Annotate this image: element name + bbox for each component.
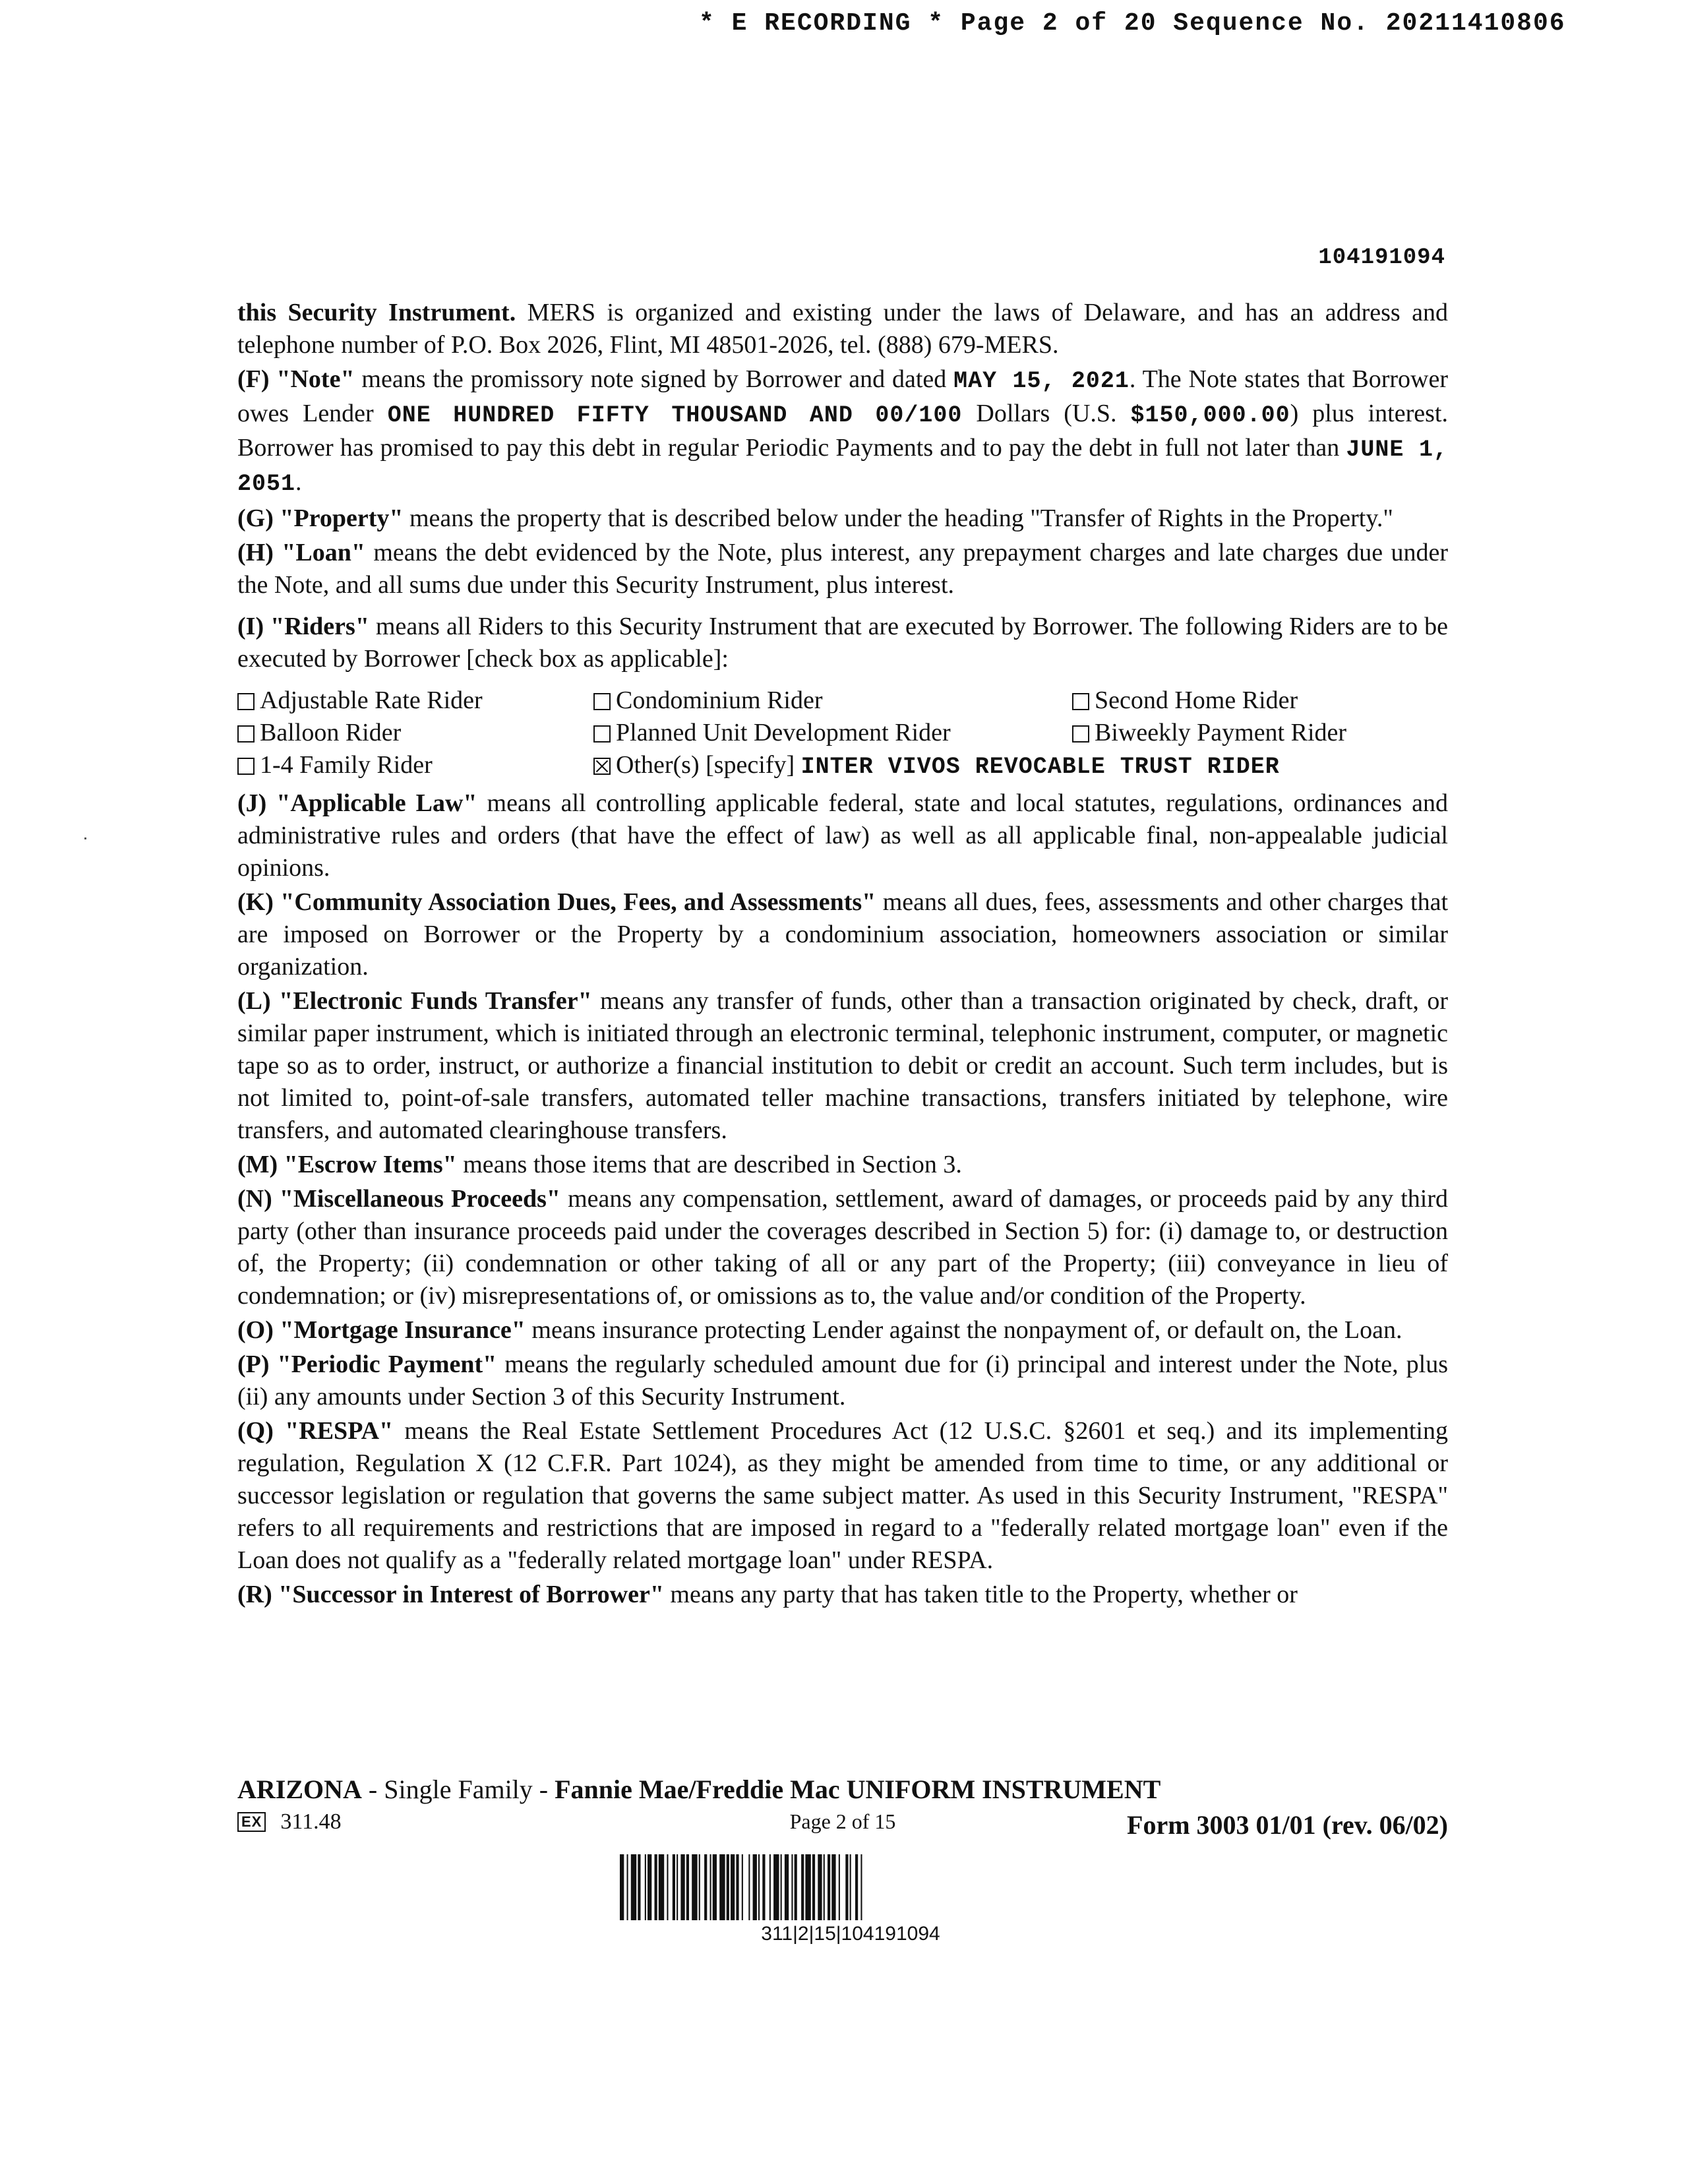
term-label: (I) "Riders" — [237, 613, 369, 640]
rider-other[interactable] — [593, 749, 1448, 783]
maturity-date: JUNE 1, 2051 — [237, 437, 1448, 497]
paragraph-text: means those items that are described in Section 3. — [456, 1151, 962, 1178]
rider-adjustable-rate[interactable] — [237, 684, 593, 717]
term-label: (H) "Loan" — [237, 539, 365, 566]
footer-instrument: Fannie Mae/Freddie Mac UNIFORM INSTRUMENT — [555, 1774, 1161, 1804]
footer-title — [237, 1774, 1448, 1805]
barcode-bar — [699, 1854, 700, 1920]
barcode-bar — [805, 1854, 810, 1920]
rider-1-4-family[interactable] — [237, 749, 593, 783]
barcode-bar — [713, 1854, 717, 1920]
barcode-bar — [818, 1854, 822, 1920]
barcode-bar — [620, 1854, 624, 1920]
note-date: MAY 15, 2021 — [953, 368, 1130, 394]
checkbox-unchecked-icon[interactable] — [593, 725, 611, 743]
rider-biweekly-payment[interactable] — [1072, 717, 1448, 749]
barcode-bar — [704, 1854, 707, 1920]
rider-label: Other(s) [specify] — [616, 751, 795, 779]
barcode-bar — [791, 1854, 793, 1920]
barcode-bar — [673, 1854, 675, 1920]
checkbox-unchecked-icon[interactable] — [237, 758, 255, 775]
barcode-bar — [748, 1854, 750, 1920]
rider-planned-unit-development[interactable] — [593, 717, 1072, 749]
paragraph-text: . — [295, 468, 302, 496]
paragraph-j-applicable-law — [237, 787, 1448, 884]
rider-second-home[interactable] — [1072, 684, 1448, 717]
barcode-bar — [855, 1854, 858, 1920]
paragraph-text: means all Riders to this Security Instrument that are executed by Borrower. The following Riders are to be executed by Borrower [check box as applicable]: — [237, 613, 1448, 673]
barcode-bar — [655, 1854, 657, 1920]
term-label: (J) "Applicable Law" — [237, 789, 477, 817]
paragraph-e-continued — [237, 297, 1448, 361]
footer-row — [237, 1809, 1448, 1842]
barcode-bar — [758, 1854, 760, 1920]
footer-code: 311.48 — [280, 1809, 342, 1834]
rider-label: Second Home Rider — [1095, 686, 1298, 714]
footer-text: - Single Family - — [361, 1774, 555, 1804]
document-number: 104191094 — [1318, 245, 1445, 270]
barcode-bar — [801, 1854, 804, 1920]
footer-code-group — [237, 1809, 342, 1835]
barcode-bar — [831, 1854, 835, 1920]
barcode-bar — [645, 1854, 646, 1920]
barcode-bar — [812, 1854, 815, 1920]
paragraph-text: MERS is organized and existing under the laws of Delaware, and has an address and telephone number of P.O. Box 2026, Flint, MI 48501-2026, tel. (888) 679-MERS. — [237, 299, 1448, 359]
paragraph-text: means the Real Estate Settlement Procedures Act (12 U.S.C. §2601 et seq.) and its implementing regulation, Regulation X (12 C.F.R. Part 1024), as they might be amended from time to time, or any additional or successor legislation or regulation that governs the same subject matter. As used in this Security Instrument, "RESPA" refers to all requirements and restrictions that are imposed in regard to a "federally related mortgage loan" even if the Loan does not qualify as a "federally related mortgage loan" under RESPA. — [237, 1417, 1448, 1574]
barcode-icon — [620, 1854, 1081, 1920]
paragraph-q-respa — [237, 1415, 1448, 1577]
page-number: Page 2 of 15 — [789, 1809, 896, 1833]
barcode-bar — [742, 1854, 743, 1920]
barcode-bar — [719, 1854, 725, 1920]
term-label: (L) "Electronic Funds Transfer" — [237, 987, 592, 1015]
riders-checklist — [237, 684, 1448, 783]
rider-label: Planned Unit Development Rider — [616, 719, 951, 746]
paragraph-intro: this Security Instrument. — [237, 299, 516, 326]
paragraph-text: . The Note states that Borrower owes Lender — [237, 365, 1448, 427]
checkbox-unchecked-icon[interactable] — [237, 725, 255, 743]
rider-label: Adjustable Rate Rider — [260, 686, 483, 714]
barcode-bar — [773, 1854, 779, 1920]
term-label: (N) "Miscellaneous Proceeds" — [237, 1185, 561, 1213]
paragraph-text: means the promissory note signed by Borrower and dated — [354, 365, 954, 393]
term-label: (F) "Note" — [237, 365, 355, 393]
rider-label: Biweekly Payment Rider — [1095, 719, 1347, 746]
barcode-bar — [850, 1854, 851, 1920]
term-label: (K) "Community Association Dues, Fees, and Assessments" — [237, 888, 876, 916]
checkbox-unchecked-icon[interactable] — [1072, 725, 1089, 743]
form-number: Form 3003 01/01 (rev. 06/02) — [1127, 1810, 1448, 1840]
loan-amount: $150,000.00 — [1130, 402, 1290, 429]
paragraph-g-property — [237, 502, 1448, 535]
barcode-bar — [860, 1854, 862, 1920]
barcode-bar — [795, 1854, 797, 1920]
barcode-bar — [638, 1854, 640, 1920]
barcode-bar — [785, 1854, 789, 1920]
barcode-bar — [710, 1854, 711, 1920]
paragraph-f-note — [237, 363, 1448, 501]
paragraph-text: means insurance protecting Lender against the nonpayment of, or default on, the Loan. — [525, 1316, 1402, 1344]
paragraph-i-riders — [237, 611, 1448, 675]
rider-label: Balloon Rider — [260, 719, 402, 746]
barcode-bar — [631, 1854, 636, 1920]
paragraph-k-community-dues — [237, 886, 1448, 983]
barcode-bar — [648, 1854, 651, 1920]
term-label: (P) "Periodic Payment" — [237, 1350, 497, 1378]
paragraph-text: means the property that is described below under the heading "Transfer of Rights in the Property." — [403, 504, 1393, 532]
barcode-bar — [828, 1854, 830, 1920]
footer-state: ARIZONA — [237, 1774, 362, 1804]
paragraph-text: ) plus interest. Borrower has promised to pay this debt in regular Periodic Payments and to pay the debt in full not later than — [237, 400, 1448, 462]
loan-amount-words: ONE HUNDRED FIFTY THOUSAND AND 00/100 — [387, 402, 963, 429]
rider-condominium[interactable] — [593, 684, 1072, 717]
paragraph-text: means the debt evidenced by the Note, plus interest, any prepayment charges and late charges due under the Note, and all sums due under this Security Instrument, plus interest. — [237, 539, 1448, 599]
margin-speck — [84, 837, 86, 839]
barcode-bar — [762, 1854, 765, 1920]
checkbox-unchecked-icon[interactable] — [593, 693, 611, 710]
term-label: (Q) "RESPA" — [237, 1417, 394, 1445]
barcode-bar — [659, 1854, 664, 1920]
rider-label: Condominium Rider — [616, 686, 823, 714]
paragraph-h-loan — [237, 537, 1448, 601]
paragraph-text: means any compensation, settlement, award of damages, or proceeds paid by any third party (other than insurance proceeds paid under the coverages described in Section 5) for: (i) damage to, or destruction of, the Property; (ii) condemnation or other taking of all or any part of the Property; (iii) conveyance in lieu of condemnation; or (iv) misrepresentations of, or omissions as to, the value and/or condition of the Property. — [237, 1185, 1448, 1310]
paragraph-text: means all controlling applicable federal, state and local statutes, regulations, ordinances and administrative rules and orders (that have the effect of law) as well as all applicable final, non-appealable judicial opinions. — [237, 789, 1448, 882]
barcode-bar — [769, 1854, 771, 1920]
term-label: (O) "Mortgage Insurance" — [237, 1316, 526, 1344]
rider-other-value: INTER VIVOS REVOCABLE TRUST RIDER — [800, 754, 1280, 780]
barcode-caption: 311|2|15|104191094 — [761, 1923, 940, 1945]
paragraph-text: means any transfer of funds, other than a transaction originated by check, draft, or similar paper instrument, which is initiated through an electronic terminal, telephonic instrument, computer, or magnetic tape so as to order, instruct, or authorize a financial institution to debit or credit an account. Such term includes, but is not limited to, point-of-sale transfers, automated teller machine transactions, transfers initiated by telephone, wire transfers, and automated clearinghouse transfers. — [237, 987, 1448, 1144]
barcode-bar — [781, 1854, 782, 1920]
barcode-bar — [731, 1854, 735, 1920]
paragraph-n-misc-proceeds — [237, 1183, 1448, 1312]
paragraph-text: Dollars (U.S. — [962, 400, 1131, 427]
barcode-bar — [753, 1854, 757, 1920]
recording-header: * E RECORDING * Page 2 of 20 Sequence No. 20211410806 — [699, 9, 1566, 38]
ellie-mae-logo-icon: EX — [237, 1812, 266, 1832]
paragraph-text: means all dues, fees, assessments and other charges that are imposed on Borrower or the Property by a condominium association, homeowners association or similar organization. — [237, 888, 1448, 981]
barcode-bar — [727, 1854, 729, 1920]
barcode-bar — [845, 1854, 848, 1920]
paragraph-text: means the regularly scheduled amount due for (i) principal and interest under the Note, plus (ii) any amounts under Section 3 of this Security Instrument. — [237, 1350, 1449, 1410]
term-label: (M) "Escrow Items" — [237, 1151, 457, 1178]
paragraph-l-eft — [237, 985, 1448, 1147]
barcode-bar — [627, 1854, 628, 1920]
rider-balloon[interactable] — [237, 717, 593, 749]
term-label: (G) "Property" — [237, 504, 404, 532]
paragraph-p-periodic-payment — [237, 1349, 1448, 1413]
barcode-bar — [839, 1854, 840, 1920]
paragraph-m-escrow — [237, 1149, 1448, 1181]
barcode-bar — [686, 1854, 689, 1920]
paragraph-r-successor — [237, 1579, 1448, 1611]
document-body — [237, 297, 1448, 1613]
checkbox-unchecked-icon[interactable] — [237, 693, 255, 710]
paragraph-o-mortgage-insurance — [237, 1314, 1448, 1347]
paragraph-text: means any party that has taken title to the Property, whether or — [663, 1581, 1298, 1608]
barcode-bar — [680, 1854, 684, 1920]
checkbox-checked-icon[interactable] — [593, 758, 611, 775]
rider-label: 1-4 Family Rider — [260, 751, 433, 779]
barcode-bar — [824, 1854, 825, 1920]
barcode-bar — [692, 1854, 697, 1920]
checkbox-unchecked-icon[interactable] — [1072, 693, 1089, 710]
barcode-bar — [736, 1854, 738, 1920]
barcode-bar — [677, 1854, 678, 1920]
barcode-bar — [667, 1854, 668, 1920]
term-label: (R) "Successor in Interest of Borrower" — [237, 1581, 664, 1608]
